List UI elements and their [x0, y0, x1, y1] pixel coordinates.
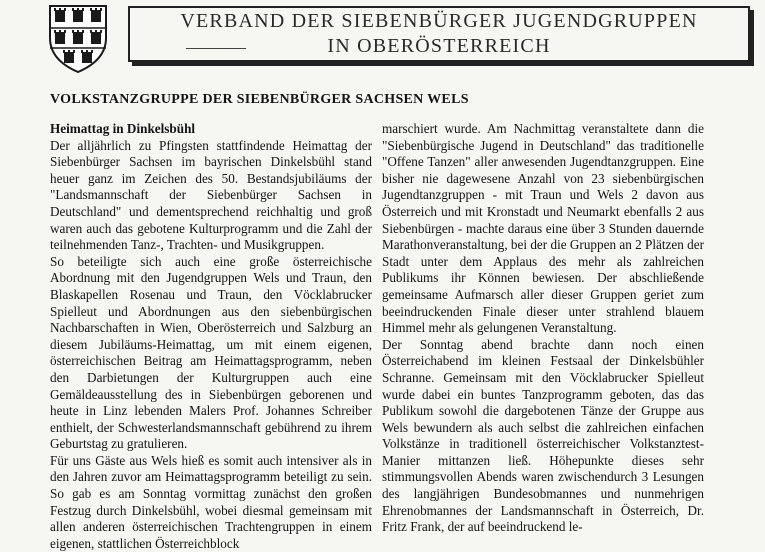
coat-of-arms-icon — [46, 2, 110, 74]
header-title-line1: VERBAND DER SIEBENBÜRGER JUGENDGRUPPEN — [180, 10, 698, 32]
article-column-left — [50, 121, 372, 552]
paragraph: Der Sonntag abend brachte dann noch einen Österreichabend im kleinen Festsaal der Dinkelsbühler Schranne. Gemeinsam mit den Vöcklabrucker Spielleut wurde dabei ein buntes Tanzprogramm geboten, das das Publikum sowohl die dargebotenen Tänze der Gruppe aus Wels bewundern als auch selbst die zahlreichen einfachen Volkstänze in traditionell österreichischer Volkstanztest-Manier mittanzen ließ. Höhepunkte dieses sehr stimmungsvollen Abends waren zwischendurch 3 Lesungen des langjährigen Bundesobmannes und nunmehrigen Ehrenobmannes der Landsmannschaft in Österreich, Dr. Fritz Frank, der auf beeindruckend le- — [382, 336, 704, 535]
paragraph: Der alljährlich zu Pfingsten stattfindende Heimattag der Siebenbürger Sachsen im bayrischen Dinkelsbühl stand heuer ganz im Zeichen des 50. Bestandsjubiläums der "Landsmannschaft der Siebenbürger Sachsen in Deutschland" und dementsprechend reichhaltig und groß waren auch das gebotene Kulturprogramm und die Zahl der teilnehmenden Tanz-, Trachten- und Musikgruppen. — [50, 137, 372, 253]
header-banner — [128, 6, 750, 62]
paragraph: So beteiligte sich auch eine große österreichische Abordnung mit den Jugendgruppen Wels und Traun, den Blaskapellen Rosenau und Traun, den Vöcklabrucker Spielleut und Abordnungen aus den siebenbürgischen Nachbarschaften in Wien, Oberösterreich und Salzburg an diesem Jubiläums-Heimattag, um mit einem eigenen, österreichischen Beitrag am Heimattagsprogramm, neben den Darbietungen der Kulturgruppen auch eine Gemäldeausstellung des in Siebenbürgen geborenen und heute in Linz lebenden Malers Prof. Johannes Schreiber enthielt, der Schwesterlandsmannschaft gebührend zu ihrem Geburtstag zu gratulieren. — [50, 253, 372, 452]
paragraph: marschiert wurde. Am Nachmittag veranstaltete dann die "Siebenbürgische Jugend in Deutschland" das traditionelle "Offene Tanzen" aller anwesenden Jugendtanzgruppen. Eine bisher nie dagewesene Anzahl von 23 siebenbürgischen Jugendtanzgruppen - mit Traun und Wels 2 davon aus Österreich und mit Kronstadt und Neumarkt ebenfalls 2 aus Siebenbürgen - machte daraus eine über 3 Stunden dauernde Marathonveranstaltung, bei der die Gruppen an 2 Plätzen der Stadt unter dem Applaus des mehr als zahlreichen Publikums ihr Können bewiesen. Der abschließende gemeinsame Aufmarsch aller dieser Gruppen geriet zum beeindruckenden Finale dieser unter strahlend blauem Himmel mehr als gelungenen Veranstaltung. — [382, 121, 704, 336]
article-column-right — [382, 121, 704, 536]
article-title: VOLKSTANZGRUPPE DER SIEBENBÜRGER SACHSEN WELS — [50, 92, 469, 107]
header-divider — [186, 48, 246, 49]
header-title-line2: IN OBERÖSTERREICH — [327, 35, 551, 57]
article-subheading: Heimattag in Dinkelsbühl — [50, 121, 196, 136]
paragraph: Für uns Gäste aus Wels hieß es somit auch intensiver als in den Jahren zuvor am Heimattagsprogramm beteiligt zu sein. So gab es am Sonntag vormittag zunächst den großen Festzug durch Dinkelsbühl, wobei diesmal gemeinsam mit allen anderen österreichischen Trachtengruppen in einem eigenen, stattlichen Österreichblock — [50, 452, 372, 551]
